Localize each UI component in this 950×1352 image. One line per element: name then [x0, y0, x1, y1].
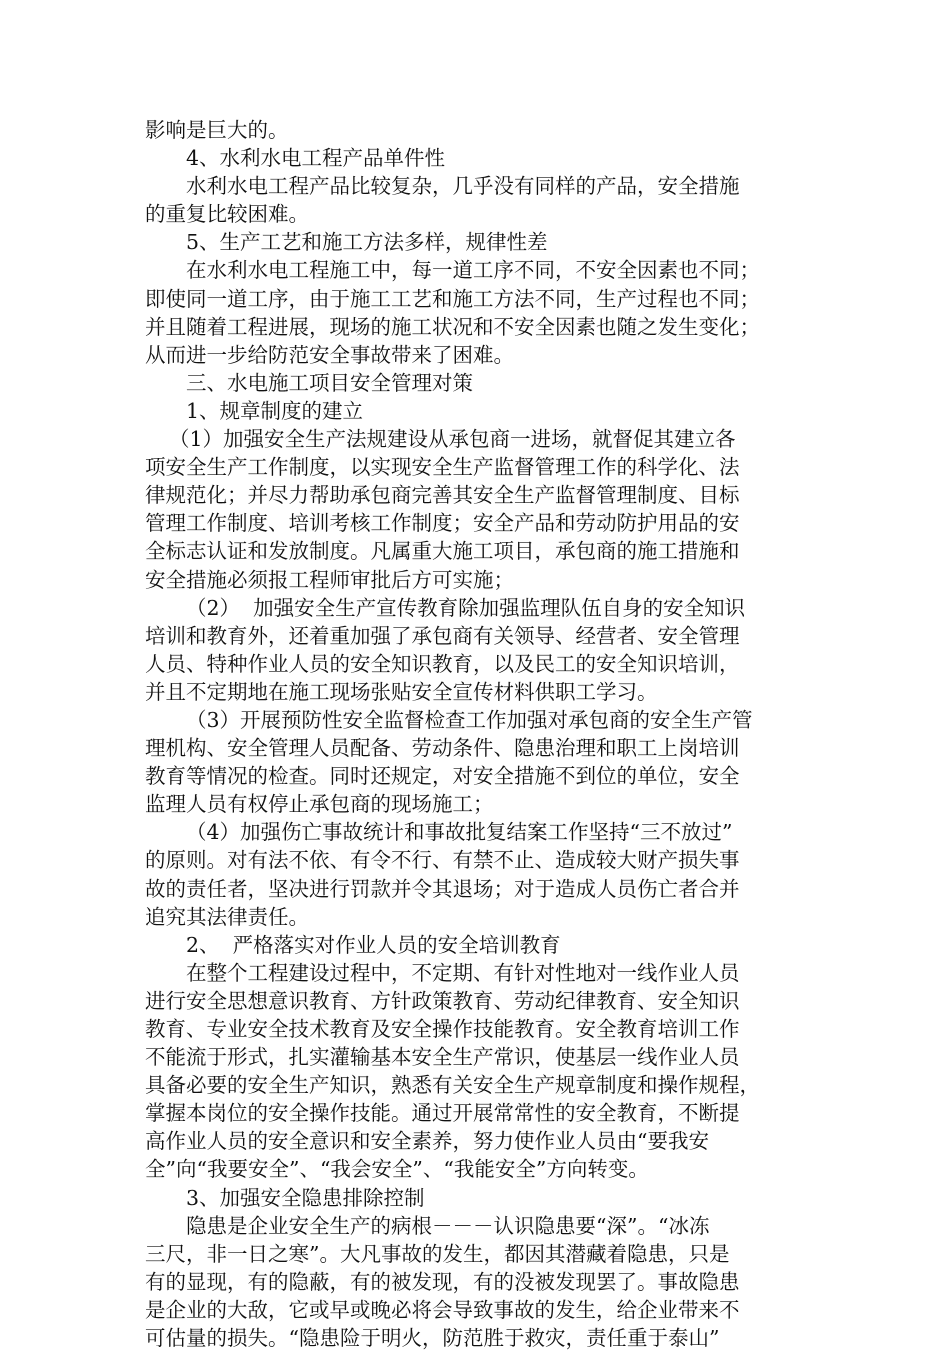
text-line: 有的显现，有的隐蔽，有的被发现，有的没被发现罢了。事故隐患 — [145, 1269, 740, 1294]
text-line: （3）开展预防性安全监督检查工作加强对承包商的安全生产管 — [186, 707, 753, 732]
text-line: 影响是巨大的。 — [145, 118, 289, 142]
text-line: 教育、专业安全技术教育及安全操作技能教育。安全教育培训工作 — [145, 1017, 740, 1041]
text-line: 监理人员有权停止承包商的现场施工； — [145, 792, 494, 817]
text-line: 故的责任者，坚决进行罚款并令其退场；对于造成人员伤亡者合并 — [145, 876, 740, 901]
section-heading: 5、生产工艺和施工方法多样，规律性差 — [186, 230, 548, 255]
text-line: 的重复比较困难。 — [145, 202, 309, 227]
text-line: 的原则。对有法不依、有令不行、有禁不止、造成较大财产损失事 — [145, 848, 740, 873]
text-line: 在整个工程建设过程中，不定期、有针对性地对一线作业人员 — [186, 960, 740, 985]
text-line: 全标志认证和发放制度。凡属重大施工项目，承包商的施工措施和 — [145, 539, 740, 564]
text-line: （4）加强伤亡事故统计和事故批复结案工作坚持“三不放过” — [186, 820, 733, 845]
section-heading: 三、水电施工项目安全管理对策 — [186, 370, 473, 395]
text-line: 三尺，非一日之寒”。大凡事故的发生，都因其潜藏着隐患，只是 — [145, 1241, 730, 1266]
text-line: 具备必要的安全生产知识，熟悉有关安全生产规章制度和操作规程， — [145, 1073, 760, 1098]
text-line: 水利水电工程产品比较复杂，几乎没有同样的产品，安全措施 — [186, 174, 740, 199]
text-line: 全”向“我要安全”、“我会安全”、“我能安全”方向转变。 — [145, 1157, 649, 1182]
text-line: （2） 加强安全生产宣传教育除加强监理队伍自身的安全知识 — [186, 595, 746, 620]
text-line: （1）加强安全生产法规建设从承包商一进场，就督促其建立各 — [169, 427, 736, 452]
document-body — [145, 116, 815, 1352]
text-line: 培训和教育外，还着重加强了承包商有关领导、经营者、安全管理 — [145, 623, 740, 648]
text-line: 是企业的大敌，它或早或晚必将会导致事故的发生，给企业带来不 — [145, 1297, 740, 1322]
text-line: 管理工作制度、培训考核工作制度；安全产品和劳动防护用品的安 — [145, 511, 740, 536]
text-line: 进行安全思想意识教育、方针政策教育、劳动纪律教育、安全知识 — [145, 988, 740, 1013]
text-line: 掌握本岗位的安全操作技能。通过开展常常性的安全教育，不断提 — [145, 1101, 740, 1126]
section-heading: 4、水利水电工程产品单件性 — [186, 146, 446, 171]
section-heading: 2、 严格落实对作业人员的安全培训教育 — [186, 932, 561, 957]
text-line: 隐患是企业安全生产的病根－－－认识隐患要“深”。“冰冻 — [186, 1213, 710, 1238]
text-line: 不能流于形式，扎实灌输基本安全生产常识，使基层一线作业人员 — [145, 1045, 740, 1070]
section-heading: 1、规章制度的建立 — [186, 398, 364, 423]
text-line: 教育等情况的检查。同时还规定，对安全措施不到位的单位，安全 — [145, 764, 740, 789]
text-line: 律规范化；并尽力帮助承包商完善其安全生产监督管理制度、目标 — [145, 483, 740, 508]
section-heading: 3、加强安全隐患排除控制 — [186, 1185, 425, 1210]
text-line: 项安全生产工作制度，以实现安全生产监督管理工作的科学化、法 — [145, 455, 740, 480]
text-line: 追究其法律责任。 — [145, 904, 309, 929]
text-line: 高作业人员的安全意识和安全素养，努力使作业人员由“要我安 — [145, 1129, 709, 1154]
text-line: 人员、特种作业人员的安全知识教育，以及民工的安全知识培训， — [145, 651, 740, 676]
text-line: 可估量的损失。“隐患险于明火，防范胜于救灾，责任重于泰山” — [145, 1326, 720, 1351]
text-line: 即使同一道工序，由于施工工艺和施工方法不同，生产过程也不同； — [145, 286, 760, 311]
text-line: 安全措施必须报工程师审批后方可实施； — [145, 567, 514, 592]
text-line: 理机构、安全管理人员配备、劳动条件、隐患治理和职工上岗培训 — [145, 736, 740, 761]
text-line: 从而进一步给防范安全事故带来了困难。 — [145, 342, 514, 367]
text-line: 并且随着工程进展，现场的施工状况和不安全因素也随之发生变化； — [145, 314, 760, 339]
text-line: 在水利水电工程施工中，每一道工序不同，不安全因素也不同； — [186, 258, 760, 283]
text-line: 并且不定期地在施工现场张贴安全宣传材料供职工学习。 — [145, 679, 658, 704]
